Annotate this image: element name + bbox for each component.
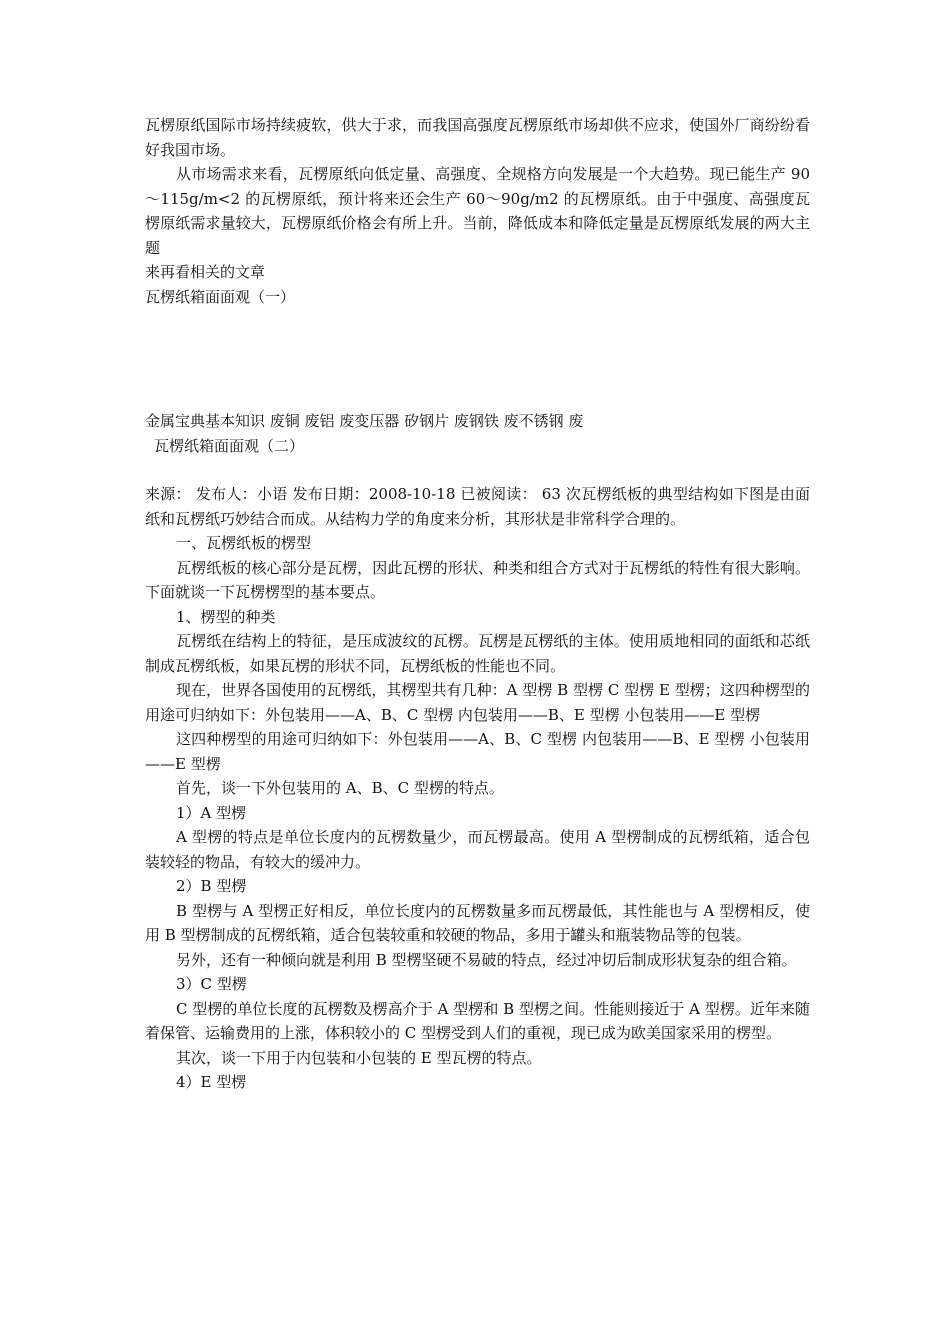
- article-paragraph-5: 首先，谈一下外包装用的 A、B、C 型楞的特点。: [176, 779, 504, 797]
- section-heading-2: 1、楞型的种类: [176, 607, 276, 626]
- flute-b-paragraph: B 型楞与 A 型楞正好相反，单位长度内的瓦楞数量多而瓦楞最低，其性能也与 A 型楞相反，使用 B 型楞制成的瓦楞纸箱，适合包装较重和较硬的物品，多用于罐头和瓶装物品等的包装。: [145, 901, 810, 944]
- article-paragraph-2: 瓦楞纸在结构上的特征，是压成波纹的瓦楞。瓦楞是瓦楞纸的主体。使用质地相同的面纸和芯纸制成瓦楞纸板，如果瓦楞的形状不同，瓦楞纸板的性能也不同。: [145, 632, 810, 675]
- flute-b-heading: 2）B 型楞: [176, 877, 247, 895]
- flute-e-heading: 4）E 型楞: [176, 1073, 247, 1091]
- flute-c-paragraph: C 型楞的单位长度的瓦楞数及楞高介于 A 型楞和 B 型楞之间。性能则接近于 A 型楞。近年来随着保管、运输费用的上涨，体积较小的 C 型楞受到人们的重视，现已成为欧美国家采用的楞型。: [145, 999, 810, 1042]
- flute-a-heading: 1）A 型楞: [176, 803, 247, 822]
- article-meta: 来源： 发布人：小语 发布日期：2008-10-18 已被阅读： 63 次瓦楞纸板的典型结构如下图是由面纸和瓦楞纸巧妙结合而成。从结构力学的角度来分析，其形状是非常科学合理的。: [145, 485, 810, 528]
- related-heading: 来再看相关的文章: [145, 263, 266, 281]
- document-page: [145, 113, 810, 1095]
- flute-c-heading: 3）C 型楞: [176, 975, 247, 993]
- flute-a-paragraph: A 型楞的特点是单位长度内的瓦楞数量少，而瓦楞最高。使用 A 型楞制成的瓦楞纸箱，适合包装较轻的物品，有较大的缓冲力。: [145, 828, 810, 871]
- related-article-link-1[interactable]: 瓦楞纸箱面面观（一）: [145, 287, 296, 306]
- metal-links-line[interactable]: 金属宝典基本知识 废铜 废铝 废变压器 矽钢片 废钢铁 废不锈钢 废: [145, 412, 584, 430]
- blank-space-2: [145, 458, 810, 482]
- top-paragraph-1: 瓦楞原纸国际市场持续疲软，供大于求，而我国高强度瓦楞原纸市场却供不应求，使国外厂商纷纷看好我国市场。: [145, 116, 810, 159]
- top-paragraph-2: 从市场需求来看，瓦楞原纸向低定量、高强度、全规格方向发展是一个大趋势。现已能生产 90 ～115g/m<2 的瓦楞原纸，预计将来还会生产 60～90g/m2 的瓦楞原纸。由于中强度、高强度瓦楞原纸需求量较大，瓦楞原纸价格会有所上升。当前，降低成本和降低定量是瓦楞原纸发展的两大主题: [145, 165, 810, 257]
- article-paragraph-1: 瓦楞纸板的核心部分是瓦楞，因此瓦楞的形状、种类和组合方式对于瓦楞纸的特性有很大影响。下面就谈一下瓦楞楞型的基本要点。: [145, 558, 810, 601]
- article-paragraph-4: 这四种楞型的用途可归纳如下：外包装用——A、B、C 型楞 内包装用——B、E 型楞 小包装用——E 型楞: [145, 730, 810, 773]
- article-paragraph-3: 现在，世界各国使用的瓦楞纸，其楞型共有几种：A 型楞 B 型楞 C 型楞 E 型楞；这四种楞型的用途可归纳如下：外包装用——A、B、C 型楞 内包装用——B、E 型楞 小包装用——E 型楞: [145, 681, 810, 724]
- article-paragraph-6: 其次，谈一下用于内包装和小包装的 E 型瓦楞的特点。: [176, 1048, 542, 1067]
- related-article-link-2[interactable]: 瓦楞纸箱面面观（二）: [154, 436, 305, 455]
- section-heading-1: 一、瓦楞纸板的楞型: [176, 534, 312, 552]
- blank-space: [145, 309, 810, 409]
- flute-b-paragraph-2: 另外，还有一种倾向就是利用 B 型楞坚硬不易破的特点，经过冲切后制成形状复杂的组合箱。: [176, 950, 797, 969]
